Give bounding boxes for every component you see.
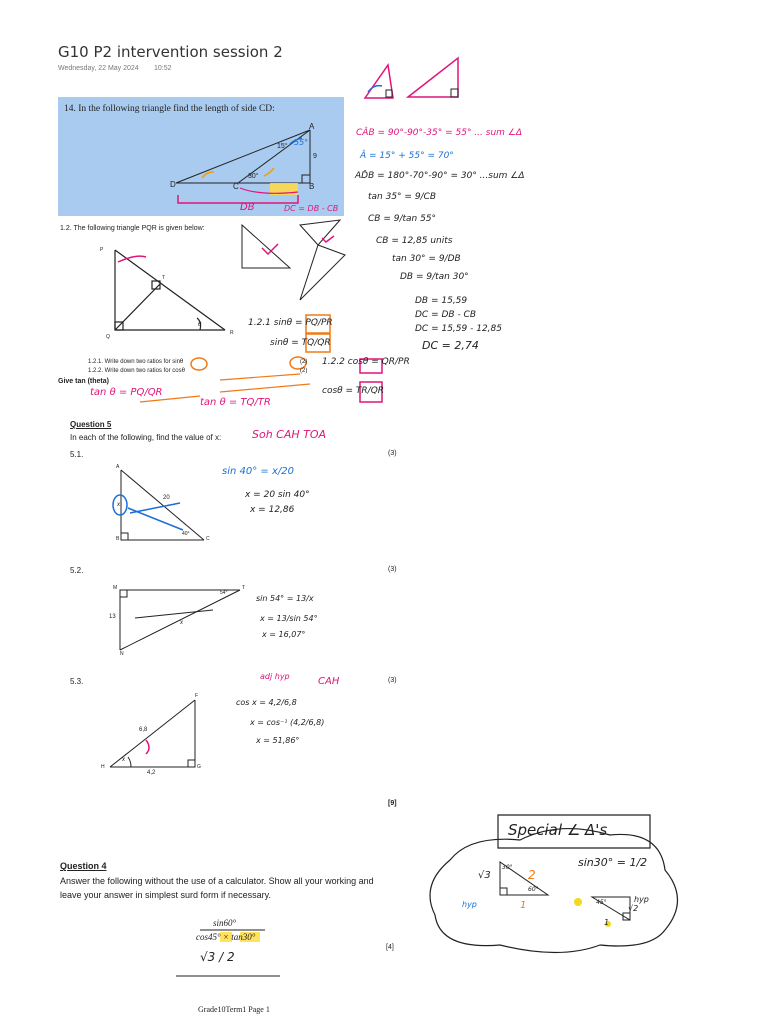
t3-x: x (122, 757, 125, 763)
q14-vertex-B: B (309, 182, 315, 191)
hw-adj-hyp: adj hyp (260, 672, 290, 681)
question14-text: 14. In the following triangle find the length of side CD: (64, 104, 275, 114)
q14-hw-55: 55° (294, 138, 309, 147)
page-footer: Grade10Term1 Page 1 (198, 1005, 270, 1014)
hw-cah: CAH (318, 676, 340, 687)
hw-db2: DB = 15,59 (415, 296, 468, 306)
q12-mark1: (2) (300, 359, 308, 365)
q12-T: T (162, 275, 166, 281)
q4-denominator (196, 932, 255, 942)
t3-base: 4,2 (147, 770, 156, 776)
hw-r2: 2 (528, 868, 536, 882)
hw-51a: sin 40° = x/20 (222, 466, 294, 477)
q12-text: 1.2. The following triangle PQR is given below: (60, 225, 205, 232)
hw-tan30: tan 30° = 9/DB (392, 254, 461, 264)
hw-db1: DB = 9/tan 30° (400, 272, 469, 282)
hw-dc3: DC = 2,74 (422, 339, 479, 352)
hw-special-title: Special ∠ Δ's (508, 821, 608, 839)
q12-give-tan: Give tan (theta) (58, 378, 109, 385)
q12-sub2: 1.2.2. Write down two ratios for cosθ (88, 368, 185, 374)
hw-30: 30° (502, 864, 513, 871)
q12-R: R (230, 330, 234, 336)
q14-angle-15: 15° (277, 143, 288, 150)
hw-52b: x = 13/sin 54° (260, 614, 318, 623)
hw-r1: 1 (520, 900, 527, 911)
hw-hyp-b: hyp (634, 895, 649, 904)
hw-soh: Soh CAH TOA (252, 428, 327, 441)
q5-part1: 5.1. (70, 450, 84, 459)
t1-B: B (116, 536, 120, 542)
q4-den-b: tan30° (231, 932, 256, 942)
t3-hyp: 6,8 (139, 727, 148, 733)
q5-total: [9] (388, 800, 397, 807)
q5-part2: 5.2. (70, 566, 84, 575)
q14-vertex-D: D (170, 180, 176, 189)
hw-tan2: tan θ = TQ/TR (200, 397, 271, 408)
hw-dc2: DC = 15,59 - 12,85 (415, 324, 502, 334)
hw-tan35: tan 35° = 9/CB (368, 192, 437, 202)
q4-instr1: Answer the following without the use of a calculator. Show all your working and (60, 876, 374, 886)
q5-instructions: In each of the following, find the value of x: (70, 433, 222, 442)
hw-122b: cosθ = TR/QR (322, 386, 385, 396)
q5-mark3: (3) (388, 677, 397, 684)
t3-H: H (101, 764, 105, 770)
q12-theta: θ (198, 322, 202, 328)
hw-51b: x = 20 sin 40° (245, 490, 310, 500)
hw-121: 1.2.1 sinθ = PQ/PR (248, 318, 333, 328)
q5-mark2: (3) (388, 566, 397, 573)
q5-mark1: (3) (388, 450, 397, 457)
t1-A: A (116, 464, 120, 470)
hw-hyp-a: hyp (462, 900, 477, 909)
t2-N: N (120, 651, 124, 657)
hw-dc-label: DC = DB - CB (284, 204, 339, 213)
hw-60: 60° (528, 886, 539, 893)
hw-121b: sinθ = TQ/QR (270, 338, 331, 348)
t2-T: T (242, 585, 246, 591)
hw-53b: x = cos⁻¹ (4,2/6,8) (250, 718, 325, 727)
hw-52c: x = 16,07° (262, 630, 306, 639)
t2-side: 13 (109, 614, 116, 620)
q12-Q: Q (106, 334, 110, 340)
hw-dc1: DC = DB - CB (415, 310, 477, 320)
t1-x: x (117, 502, 120, 508)
q4-instr2: leave your answer in simplest surd form if necessary. (60, 890, 271, 900)
hw-cb1: CB = 9/tan 55° (368, 214, 437, 224)
t1-side: 20 (163, 495, 170, 501)
t2-x: x (180, 620, 183, 626)
hw-cb2: CB = 12,85 units (376, 236, 453, 246)
hw-tan1: tan θ = PQ/QR (90, 387, 163, 398)
t1-angle: 40° (182, 531, 190, 537)
hw-45: 45° (596, 899, 607, 906)
hw-db-label: DB (240, 202, 255, 213)
pqr-sketches (242, 220, 345, 300)
sketch-triangles (365, 58, 458, 98)
q12-sub1: 1.2.1. Write down two ratios for sinθ (88, 359, 184, 365)
tri-5-1 (121, 470, 204, 540)
t2-angle: 54° (220, 590, 228, 596)
hw-53a: cos x = 4,2/6,8 (236, 698, 297, 707)
special-cloud (430, 829, 678, 953)
page-date: Wednesday, 22 May 2024 (58, 65, 139, 72)
q5-part3: 5.3. (70, 677, 84, 686)
q14-vertex-C: C (233, 182, 239, 191)
hw-s2: √2 (628, 904, 639, 913)
hw-r3: √3 (478, 870, 491, 881)
hw-53c: x = 51,86° (256, 736, 300, 745)
q12-P: P (100, 247, 104, 253)
q5-heading: Question 5 (70, 420, 112, 429)
t1-C: C (206, 536, 210, 542)
hw-cab: CÂB = 90°-90°-35° = 55° ... sum ∠Δ (356, 128, 522, 138)
hw-51c: x = 12,86 (250, 505, 295, 515)
hw-a-angle: Â = 15° + 55° = 70° (360, 151, 454, 161)
hw-q4-answer: √3 / 2 (200, 950, 235, 964)
q4-mark: [4] (386, 944, 394, 951)
q14-angle-30: 30° (248, 173, 259, 180)
hw-adb: AD̂B = 180°-70°-90° = 30° ...sum ∠Δ (355, 171, 525, 181)
q14-triangle (176, 130, 310, 183)
q4-numerator: sin60° (213, 918, 237, 928)
hw-s1: 1 (604, 918, 610, 927)
t3-F: F (195, 693, 199, 699)
page-time: 10:52 (154, 65, 172, 72)
hw-sin30: sin30° = 1/2 (578, 856, 648, 869)
hw-52a: sin 54° = 13/x (256, 594, 314, 603)
q14-vertex-A: A (309, 122, 315, 131)
q4-den-times: × (220, 932, 232, 942)
pqr-triangle (115, 250, 225, 330)
q14-side-9: 9 (313, 153, 317, 160)
hw-122: 1.2.2 cosθ = QR/PR (322, 357, 410, 367)
t3-G: G (197, 764, 201, 770)
q4-den-a: cos45° (196, 932, 221, 942)
q4-heading: Question 4 (60, 861, 107, 871)
t2-M: M (113, 585, 118, 591)
page-title: G10 P2 intervention session 2 (58, 43, 283, 61)
q12-mark2: (2) (300, 368, 308, 374)
